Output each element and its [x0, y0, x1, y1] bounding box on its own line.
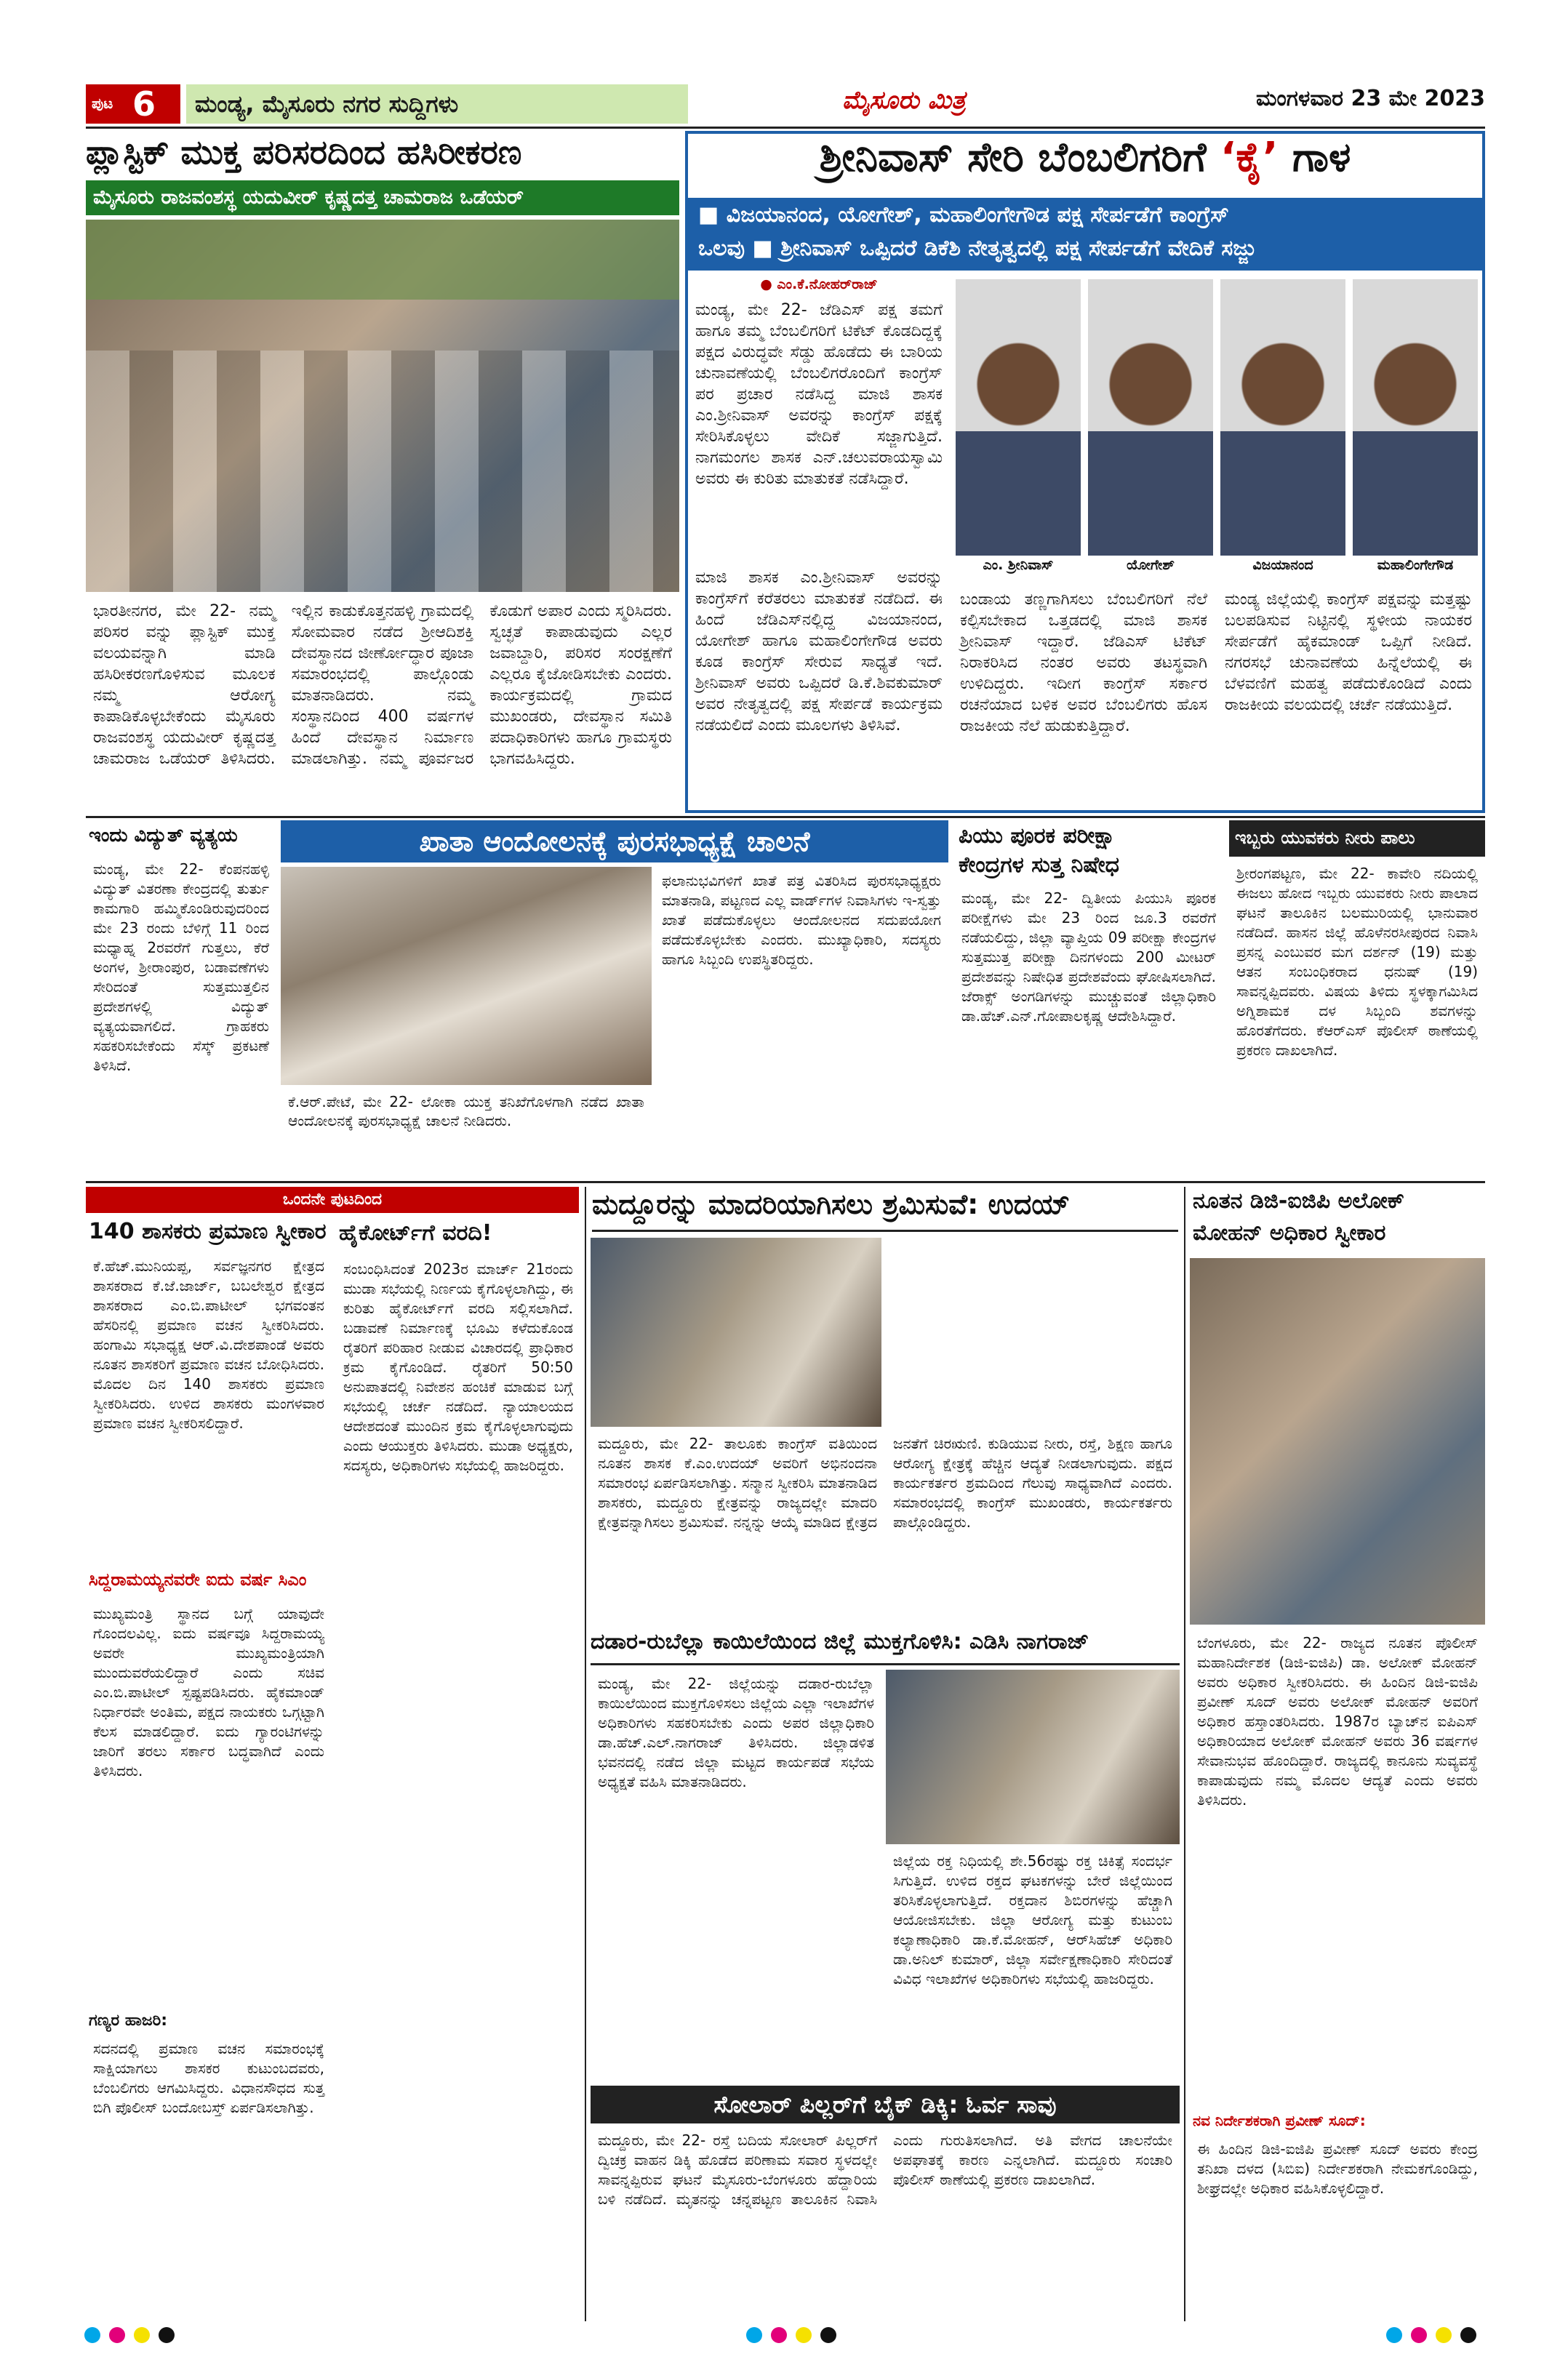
photo-roof — [86, 220, 679, 300]
cyan-mark — [84, 2327, 100, 2343]
portrait-caption-4: ಮಹಾಲಿಂಗೇಗೌಡ — [1377, 557, 1454, 573]
masthead-logo: ಮೈಸೂರು ಮಿತ್ರ — [842, 86, 966, 115]
dadara-body: ಮಂಡ್ಯ, ಮೇ 22- ಜಿಲ್ಲೆಯನ್ನು ದಡಾರ-ರುಬೆಲ್ಲಾ ಕಾಯಿಲೆಯಿಂದ ಮುಕ್ತಗೊಳಿಸಲು ಜಿಲ್ಲೆಯ ಎಲ್ಲಾ ಇಲಾಖೆಗಳ ಅಧಿಕಾರಿಗಳು ಸಹಕರಿಸಬೇಕು ಎಂದು ಅಪರ ಜಿಲ್ಲಾಧಿಕಾರಿ ಡಾ.ಹೆಚ್.ಎಲ್.ನಾಗರಾಜ್ ತಿಳಿಸಿದರು. ಜಿಲ್ಲಾಡಳಿತ ಭವನದಲ್ಲಿ ನಡೆದ ಜಿಲ್ಲಾ ಮಟ್ಟದ ಕಾರ್ಯಪಡೆ ಸಭೆಯ ಅಧ್ಯಕ್ಷತೆ ವಹಿಸಿ ಮಾತನಾಡಿದರು. — [598, 1675, 874, 1790]
electricity-headline: ಇಂದು ವಿದ್ಯುತ್ ವ್ಯತ್ಯಯ — [89, 825, 238, 846]
khata-photo — [281, 867, 652, 1085]
portrait-mahalingegowda — [1353, 279, 1478, 556]
oath-body: ಕೆ.ಹೆಚ್.ಮುನಿಯಪ್ಪ, ಸರ್ವಜ್ಞನಗರ ಕ್ಷೇತ್ರದ ಶಾಸಕರಾದ ಕೆ.ಜೆ.ಜಾರ್ಜ್, ಬಬಲೇಶ್ವರ ಕ್ಷೇತ್ರದ ಶಾಸಕರಾದ ಎಂ.ಬಿ.ಪಾಟೀಲ್ ಭಗವಂತನ ಹೆಸರಿನಲ್ಲಿ ಪ್ರಮಾಣ ವಚನ ಸ್ವೀಕರಿಸಿದರು. ಹಂಗಾಮಿ ಸಭಾಧ್ಯಕ್ಷ ಆರ್.ವಿ.ದೇಶಪಾಂಡೆ ಅವರು ನೂತನ ಶಾಸಕರಿಗೆ ಪ್ರಮಾಣ ವಚನ ಬೋಧಿಸಿದರು. ಮೊದಲ ದಿನ 140 ಶಾಸಕರು ಪ್ರಮಾಣ ಸ್ವೀಕರಿಸಿದರು. ಉಳಿದ ಶಾಸಕರು ಮಂಗಳವಾರ ಪ್ರಮಾಣ ವಚನ ಸ್ವೀಕರಿಸಲಿದ್ದಾರೆ. — [93, 1257, 324, 1432]
dadara-body-right: ಜಿಲ್ಲೆಯ ರಕ್ತ ನಿಧಿಯಲ್ಲಿ ಶೇ.56ರಷ್ಟು ರಕ್ತ ಚಿಕಿತ್ಸೆ ಸಂದರ್ಭ ಸಿಗುತ್ತಿದೆ. ಉಳಿದ ರಕ್ತದ ಘಟಕಗಳನ್ನು ಬೇರೆ ಜಿಲ್ಲೆಯಿಂದ ತರಿಸಿಕೊಳ್ಳಲಾಗುತ್ತಿದೆ. ರಕ್ತದಾನ ಶಿಬಿರಗಳನ್ನು ಹೆಚ್ಚಾಗಿ ಆಯೋಜಿಸಬೇಕು. ಜಿಲ್ಲಾ ಆರೋಗ್ಯ ಮತ್ತು ಕುಟುಂಬ ಕಲ್ಯಾಣಾಧಿಕಾರಿ ಡಾ.ಕೆ.ಮೋಹನ್, ಆರ್‌ಸಿಹೆಚ್ ಅಧಿಕಾರಿ ಡಾ.ಅನಿಲ್ ಕುಮಾರ್, ಜಿಲ್ಲಾ ಸರ್ವೇಕ್ಷಣಾಧಿಕಾರಿ ಸೇರಿದಂತೆ ವಿವಿಧ ಇಲಾಖೆಗಳ ಅಧಿಕಾರಿಗಳು ಸಭೆಯಲ್ಲಿ ಹಾಜರಿದ್ದರು. — [893, 1852, 1172, 1987]
registration-marks-right — [1382, 2327, 1527, 2349]
solar-body: ಮದ್ದೂರು, ಮೇ 22- ರಸ್ತೆ ಬದಿಯ ಸೋಲಾರ್ ಪಿಲ್ಲರ್‌ಗೆ ದ್ವಿಚಕ್ರ ವಾಹನ ಡಿಕ್ಕಿ ಹೊಡೆದ ಪರಿಣಾಮ ಸವಾರ ಸ್ಥಳದಲ್ಲೇ ಸಾವನ್ನಪ್ಪಿರುವ ಘಟನೆ ಮೈಸೂರು-ಬೆಂಗಳೂರು ಹೆದ್ದಾರಿಯ ಬಳಿ ನಡೆದಿದೆ. ಮೃತನನ್ನು ಚನ್ನಪಟ್ಟಣ ತಾಲೂಕಿನ ನಿವಾಸಿ ಎಂದು ಗುರುತಿಸಲಾಗಿದೆ. ಅತಿ ವೇಗದ ಚಾಲನೆಯೇ ಅಪಘಾತಕ್ಕೆ ಕಾರಣ ಎನ್ನಲಾಗಿದೆ. ಮದ್ದೂರು ಸಂಚಾರಿ ಪೊಲೀಸ್ ಠಾಣೆಯಲ್ಲಿ ಪ್ರಕರಣ ದಾಖಲಾಗಿದೆ. — [598, 2131, 1172, 2208]
electricity-body: ಮಂಡ್ಯ, ಮೇ 22- ಕೆಂಪನಹಳ್ಳಿ ವಿದ್ಯುತ್ ವಿತರಣಾ ಕೇಂದ್ರದಲ್ಲಿ ತುರ್ತು ಕಾಮಗಾರಿ ಹಮ್ಮಿಕೊಂಡಿರುವುದರಿಂದ ಮೇ 23 ರಂದು ಬೆಳಿಗ್ಗೆ 11 ರಿಂದ ಮಧ್ಯಾಹ್ನ 2ರವರೆಗೆ ಗುತ್ತಲು, ಕೆರೆ ಅಂಗಳ, ಶ್ರೀರಾಂಪುರ, ಬಡಾವಣೆಗಳು ಸೇರಿದಂತೆ ಸುತ್ತಮುತ್ತಲಿನ ಪ್ರದೇಶಗಳಲ್ಲಿ ವಿದ್ಯುತ್ ವ್ಯತ್ಯಯವಾಗಲಿದೆ. ಗ್ರಾಹಕರು ಸಹಕರಿಸಬೇಕೆಂದು ಸೆಸ್ಕ್ ಪ್ರಕಟಣೆ ತಿಳಿಸಿದೆ. — [93, 860, 269, 1074]
dgp-headline-1: ನೂತನ ಡಿಜಿ-ಐಜಿಪಿ ಅಲೋಕ್ — [1193, 1188, 1405, 1214]
drown-body: ಶ್ರೀರಂಗಪಟ್ಟಣ, ಮೇ 22- ಕಾವೇರಿ ನದಿಯಲ್ಲಿ ಈಜಲು ಹೋದ ಇಬ್ಬರು ಯುವಕರು ನೀರು ಪಾಲಾದ ಘಟನೆ ತಾಲೂಕಿನ ಬಲಮುರಿಯಲ್ಲಿ ಭಾನುವಾರ ನಡೆದಿದೆ. ಹಾಸನ ಜಿಲ್ಲೆ ಹೊಳೆನರಸೀಪುರದ ನಿವಾಸಿ ಪ್ರಸನ್ನ ಎಂಬುವರ ಮಗ ದರ್ಶನ್ (19) ಮತ್ತು ಆತನ ಸಂಬಂಧಿಕರಾದ ಧನುಷ್ (19) ಸಾವನ್ನಪ್ಪಿದವರು. ವಿಷಯ ತಿಳಿದು ಸ್ಥಳಕ್ಕಾಗಮಿಸಿದ ಅಗ್ನಿಶಾಮಕ ದಳ ಸಿಬ್ಬಂದಿ ಶವಗಳನ್ನು ಹೊರತೆಗೆದರು. ಕೆಆರ್‌ಎಸ್ ಪೊಲೀಸ್ ಠಾಣೆಯಲ್ಲಿ ಪ್ರಕರಣ ದಾಖಲಾಗಿದೆ. — [1236, 865, 1478, 1059]
registration-marks-left — [80, 2327, 225, 2349]
maddur-body: ಮದ್ದೂರು, ಮೇ 22- ತಾಲೂಕು ಕಾಂಗ್ರೆಸ್ ವತಿಯಿಂದ ನೂತನ ಶಾಸಕ ಕೆ.ಎಂ.ಉದಯ್ ಅವರಿಗೆ ಅಭಿನಂದನಾ ಸಮಾರಂಭ ಏರ್ಪಡಿಸಲಾಗಿತ್ತು. ಸನ್ಮಾನ ಸ್ವೀಕರಿಸಿ ಮಾತನಾಡಿದ ಶಾಸಕರು, ಮದ್ದೂರು ಕ್ಷೇತ್ರವನ್ನು ರಾಜ್ಯದಲ್ಲೇ ಮಾದರಿ ಕ್ಷೇತ್ರವನ್ನಾಗಿಸಲು ಶ್ರಮಿಸುವೆ. ನನ್ನನ್ನು ಆಯ್ಕೆ ಮಾಡಿದ ಕ್ಷೇತ್ರದ ಜನತೆಗೆ ಚಿರಋಣಿ. ಕುಡಿಯುವ ನೀರು, ರಸ್ತೆ, ಶಿಕ್ಷಣ ಹಾಗೂ ಆರೋಗ್ಯ ಕ್ಷೇತ್ರಕ್ಕೆ ಹೆಚ್ಚಿನ ಆದ್ಯತೆ ನೀಡಲಾಗುವುದು. ಪಕ್ಷದ ಕಾರ್ಯಕರ್ತರ ಶ್ರಮದಿಂದ ಗೆಲುವು ಸಾಧ್ಯವಾಗಿದೆ ಎಂದರು. ಸಮಾರಂಭದಲ್ಲಿ ಕಾಂಗ್ರೆಸ್ ಮುಖಂಡರು, ಕಾರ್ಯಕರ್ತರು ಪಾಲ್ಗೊಂಡಿದ್ದರು. — [598, 1435, 1172, 1531]
portrait-vijayanand — [1220, 279, 1345, 556]
story-dadara — [591, 1629, 1180, 2080]
dgp-body: ಬೆಂಗಳೂರು, ಮೇ 22- ರಾಜ್ಯದ ನೂತನ ಪೊಲೀಸ್ ಮಹಾನಿರ್ದೇಶಕ (ಡಿಜಿ-ಐಜಿಪಿ) ಡಾ. ಅಲೋಕ್ ಮೋಹನ್ ಅವರು ಅಧಿಕಾರ ಸ್ವೀಕರಿಸಿದರು. ಈ ಹಿಂದಿನ ಡಿಜಿ-ಐಜಿಪಿ ಪ್ರವೀಣ್ ಸೂದ್ ಅವರು ಅಲೋಕ್ ಮೋಹನ್ ಅವರಿಗೆ ಅಧಿಕಾರ ಹಸ್ತಾಂತರಿಸಿದರು. 1987ರ ಬ್ಯಾಚ್‌ನ ಐಪಿಎಸ್ ಅಧಿಕಾರಿಯಾದ ಅಲೋಕ್ ಮೋಹನ್ ಅವರು 36 ವರ್ಷಗಳ ಸೇವಾನುಭವ ಹೊಂದಿದ್ದಾರೆ. ರಾಜ್ಯದಲ್ಲಿ ಕಾನೂನು ಸುವ್ಯವಸ್ಥೆ ಕಾಪಾಡುವುದು ನಮ್ಮ ಮೊದಲ ಆದ್ಯತೆ ಎಂದು ಅವರು ತಿಳಿಸಿದರು. — [1197, 1634, 1478, 1809]
black-mark — [159, 2327, 175, 2343]
plastic-subhead-box: ಮೈಸೂರು ರಾಜವಂಶಸ್ಥ ಯದುವೀರ್ ಕೃಷ್ಣದತ್ತ ಚಾಮರಾಜ ಒಡೆಯರ್ — [86, 180, 679, 215]
page-label: ಪುಟ — [92, 95, 113, 112]
story-srinivas — [685, 131, 1485, 813]
plastic-headline: ಪ್ಲಾಸ್ಟಿಕ್ ಮುಕ್ತ ಪರಿಸರದಿಂದ ಹಸಿರೀಕರಣ — [86, 132, 522, 172]
oath-subhead-2: ಗಣ್ಯರ ಹಾಜರಿ: — [89, 2011, 168, 2030]
black-mark — [1460, 2327, 1476, 2343]
khata-caption: ಕೆ.ಆರ್.ಪೇಟೆ, ಮೇ 22- ಲೋಕಾ ಯುಕ್ತ ತನಿಖೆಗೊಳಗಾಗಿ ನಡೆದ ಖಾತಾ ಆಂದೋಲನಕ್ಕೆ ಪುರಸಭಾಧ್ಯಕ್ಷೆ ಚಾಲನೆ ನೀಡಿದರು. — [288, 1093, 644, 1129]
solar-headline-box: ಸೋಲಾರ್ ಪಿಲ್ಲರ್‌ಗೆ ಬೈಕ್ ಡಿಕ್ಕಿ: ಓರ್ವ ಸಾವು — [591, 2086, 1180, 2123]
story-dgp — [1190, 1187, 1485, 2321]
story-highcourt — [336, 1187, 580, 2321]
magenta-mark — [1411, 2327, 1427, 2343]
story-maddur — [591, 1187, 1180, 1623]
story-oath — [86, 1216, 332, 2321]
story-plastic — [86, 131, 679, 813]
maddur-photo — [591, 1238, 881, 1427]
portrait-caption-2: ಯೋಗೇಶ್ — [1127, 557, 1175, 573]
portrait-caption-3: ವಿಜಯಾನಂದ — [1252, 557, 1313, 573]
highcourt-headline: ಹೈಕೋರ್ಟ್‌ಗೆ ವರದಿ! — [339, 1220, 492, 1246]
vert-rule-1 — [585, 1187, 586, 2321]
page-number: 6 — [132, 84, 156, 124]
vert-rule-2 — [1184, 1187, 1185, 2321]
puc-headline-2: ಕೇಂದ್ರಗಳ ಸುತ್ತ ನಿಷೇಧ — [959, 852, 1119, 878]
story-solar — [591, 2086, 1180, 2321]
srinivas-col2: ಮಾಜಿ ಶಾಸಕ ಎಂ.ಶ್ರೀನಿವಾಸ್ ಅವರನ್ನು ಕಾಂಗ್ರೆಸ್‌ಗೆ ಕರೆತರಲು ಮಾತುಕತೆ ನಡೆದಿದೆ. ಈ ಹಿಂದೆ ಜೆಡಿಎಸ್‌ನಲ್ಲಿದ್ದ ವಿಜಯಾನಂದ, ಯೋಗೇಶ್ ಹಾಗೂ ಮಹಾಲಿಂಗೇಗೌಡ ಅವರು ಕೂಡ ಕಾಂಗ್ರೆಸ್ ಸೇರುವ ಸಾಧ್ಯತೆ ಇದೆ. ಶ್ರೀನಿವಾಸ್ ಅವರು ಒಪ್ಪಿದರೆ ಡಿ.ಕೆ.ಶಿವಕುಮಾರ್ ಅವರ ನೇತೃತ್ವದಲ್ಲಿ ಪಕ್ಷ ಸೇರ್ಪಡೆ ಕಾರ್ಯಕ್ರಮ ನಡೆಯಲಿದೆ ಎಂದು ಮೂಲಗಳು ತಿಳಿಸಿವೆ. — [695, 569, 943, 734]
portrait-yogesh — [1088, 279, 1213, 556]
story-electricity — [86, 820, 276, 1178]
header-rule — [86, 127, 1485, 129]
magenta-mark — [109, 2327, 125, 2343]
cyan-mark — [1386, 2327, 1402, 2343]
khata-body: ಫಲಾನುಭವಿಗಳಿಗೆ ಖಾತೆ ಪತ್ರ ವಿತರಿಸಿದ ಪುರಸಭಾಧ್ಯಕ್ಷರು ಮಾತನಾಡಿ, ಪಟ್ಟಣದ ಎಲ್ಲ ವಾರ್ಡ್‌ಗಳ ನಿವಾಸಿಗಳು ಇ-ಸ್ವತ್ತು ಖಾತೆ ಪಡೆದುಕೊಳ್ಳಲು ಆಂದೋಲನದ ಸದುಪಯೋಗ ಪಡೆದುಕೊಳ್ಳಬೇಕು ಎಂದರು. ಮುಖ್ಯಾಧಿಕಾರಿ, ಸದಸ್ಯರು ಹಾಗೂ ಸಿಬ್ಬಂದಿ ಉಪಸ್ಥಿತರಿದ್ದರು. — [662, 872, 941, 968]
mid-rule-1 — [86, 816, 1485, 818]
page-header — [86, 81, 1485, 125]
khata-headline-box: ಖಾತಾ ಆಂದೋಲನಕ್ಕೆ ಪುರಸಭಾಧ್ಯಕ್ಷೆ ಚಾಲನೆ — [281, 820, 948, 862]
dadara-headline: ದಡಾರ-ರುಬೆಲ್ಲಾ ಕಾಯಿಲೆಯಿಂದ ಜಿಲ್ಲೆ ಮುಕ್ತಗೊಳಿಸಿ: ಎಡಿಸಿ ನಾಗರಾಜ್ — [591, 1629, 1180, 1665]
oath-subhead: ಸಿದ್ದರಾಮಯ್ಯನವರೇ ಐದು ವರ್ಷ ಸಿಎಂ — [89, 1569, 307, 1590]
yellow-mark — [796, 2327, 812, 2343]
highcourt-body: ಸಂಬಂಧಿಸಿದಂತೆ 2023ರ ಮಾರ್ಚ್ 21ರಂದು ಮುಡಾ ಸಭೆಯಲ್ಲಿ ನಿರ್ಣಯ ಕೈಗೊಳ್ಳಲಾಗಿದ್ದು, ಈ ಕುರಿತು ಹೈಕೋರ್ಟ್‌ಗೆ ವರದಿ ಸಲ್ಲಿಸಲಾಗಿದೆ. ಬಡಾವಣೆ ನಿರ್ಮಾಣಕ್ಕೆ ಭೂಮಿ ಕಳೆದುಕೊಂಡ ರೈತರಿಗೆ ಪರಿಹಾರ ನೀಡುವ ವಿಚಾರದಲ್ಲಿ ಪ್ರಾಧಿಕಾರ ಕ್ರಮ ಕೈಗೊಂಡಿದೆ. ರೈತರಿಗೆ 50:50 ಅನುಪಾತದಲ್ಲಿ ನಿವೇಶನ ಹಂಚಿಕೆ ಮಾಡುವ ಬಗ್ಗೆ ಸಭೆಯಲ್ಲಿ ಚರ್ಚೆ ನಡೆದಿದೆ. ನ್ಯಾಯಾಲಯದ ಆದೇಶದಂತೆ ಮುಂದಿನ ಕ್ರಮ ಕೈಗೊಳ್ಳಲಾಗುವುದು ಎಂದು ಆಯುಕ್ತರು ತಿಳಿಸಿದರು. ಮುಡಾ ಅಧ್ಯಕ್ಷರು, ಸದಸ್ಯರು, ಅಧಿಕಾರಿಗಳು ಸಭೆಯಲ್ಲಿ ಹಾಜರಿದ್ದರು. — [343, 1260, 573, 1474]
drown-headline-box: ಇಬ್ಬರು ಯುವಕರು ನೀರು ಪಾಲು — [1229, 820, 1485, 857]
portrait-srinivas — [956, 279, 1081, 556]
srinivas-byline: ● ಎಂ.ಕೆ.ನೋಹರ್‌ರಾಜ್ — [760, 276, 878, 292]
srinivas-col1: ಮಂಡ್ಯ, ಮೇ 22- ಜೆಡಿಎಸ್ ಪಕ್ಷ ತಮಗೆ ಹಾಗೂ ತಮ್ಮ ಬೆಂಬಲಿಗರಿಗೆ ಟಿಕೆಟ್ ಕೊಡದಿದ್ದಕ್ಕೆ ಪಕ್ಷದ ವಿರುದ್ಧವೇ ಸೆಡ್ಡು ಹೊಡೆದು ಈ ಬಾರಿಯ ಚುನಾವಣೆಯಲ್ಲಿ ಬೆಂಬಲಿಗರೊಂದಿಗೆ ಕಾಂಗ್ರೆಸ್ ಪರ ಪ್ರಚಾರ ನಡೆಸಿದ್ದ ಮಾಜಿ ಶಾಸಕ ಎಂ.ಶ್ರೀನಿವಾಸ್ ಅವರನ್ನು ಕಾಂಗ್ರೆಸ್ ಪಕ್ಷಕ್ಕೆ ಸೇರಿಸಿಕೊಳ್ಳಲು ವೇದಿಕೆ ಸಜ್ಜಾಗುತ್ತಿದೆ. ನಾಗಮಂಗಲ ಶಾಸಕ ಎನ್.ಚಲುವರಾಯಸ್ವಾಮಿ ಅವರು ಈ ಕುರಿತು ಮಾತುಕತೆ ನಡೆಸಿದ್ದಾರೆ. — [695, 301, 943, 488]
dgp-body-2: ಈ ಹಿಂದಿನ ಡಿಜಿ-ಐಜಿಪಿ ಪ್ರವೀಣ್ ಸೂದ್ ಅವರು ಕೇಂದ್ರ ತನಿಖಾ ದಳದ (ಸಿಬಿಐ) ನಿರ್ದೇಶಕರಾಗಿ ನೇಮಕಗೊಂಡಿದ್ದು, ಶೀಘ್ರದಲ್ಲೇ ಅಧಿಕಾರ ವಹಿಸಿಕೊಳ್ಳಲಿದ್ದಾರೆ. — [1197, 2140, 1478, 2197]
story-puc — [954, 820, 1223, 1178]
srinivas-bullets: ■ ವಿಜಯಾನಂದ, ಯೋಗೇಶ್, ಮಹಾಲಿಂಗೇಗೌಡ ಪಕ್ಷ ಸೇರ್ಪಡೆಗೆ ಕಾಂಗ್ರೆಸ್ ಒಲವು ■ ಶ್ರೀನಿವಾಸ್ ಒಪ್ಪಿದರೆ ಡಿಕೆಶಿ ನೇತೃತ್ವದಲ್ಲಿ ಪಕ್ಷ ಸೇರ್ಪಡೆಗೆ ವೇದಿಕೆ ಸಜ್ಜು — [688, 198, 1482, 271]
srinivas-col3: ಬಂಡಾಯ ತಣ್ಣಗಾಗಿಸಲು ಬೆಂಬಲಿಗರಿಗೆ ನೆಲೆ ಕಲ್ಪಿಸಬೇಕಾದ ಒತ್ತಡದಲ್ಲಿ ಮಾಜಿ ಶಾಸಕ ಶ್ರೀನಿವಾಸ್ ಇದ್ದಾರೆ. ಜೆಡಿಎಸ್ ಟಿಕೆಟ್ ನಿರಾಕರಿಸಿದ ನಂತರ ಅವರು ತಟಸ್ಥವಾಗಿ ಉಳಿದಿದ್ದರು. ಇದೀಗ ಕಾಂಗ್ರೆಸ್ ಸರ್ಕಾರ ರಚನೆಯಾದ ಬಳಿಕ ಅವರ ಬೆಂಬಲಿಗರು ಹೊಸ ರಾಜಕೀಯ ನೆಲೆ ಹುಡುಕುತ್ತಿದ್ದಾರೆ. — [960, 590, 1207, 735]
story-drown — [1229, 820, 1485, 1178]
oath-body-3: ಸದನದಲ್ಲಿ ಪ್ರಮಾಣ ವಚನ ಸಮಾರಂಭಕ್ಕೆ ಸಾಕ್ಷಿಯಾಗಲು ಶಾಸಕರ ಕುಟುಂಬದವರು, ಬೆಂಬಲಿಗರು ಆಗಮಿಸಿದ್ದರು. ವಿಧಾನಸೌಧದ ಸುತ್ತ ಬಿಗಿ ಪೊಲೀಸ್ ಬಂದೋಬಸ್ತ್ ಏರ್ಪಡಿಸಲಾಗಿತ್ತು. — [93, 2040, 324, 2116]
section-title: ಮಂಡ್ಯ, ಮೈಸೂರು ನಗರ ಸುದ್ದಿಗಳು — [186, 84, 688, 124]
registration-marks-center — [742, 2327, 887, 2349]
plastic-body: ಭಾರತೀನಗರ, ಮೇ 22- ನಮ್ಮ ಪರಿಸರ ವನ್ನು ಪ್ಲಾಸ್ಟಿಕ್ ಮುಕ್ತ ವಲಯವನ್ನಾಗಿ ಮಾಡಿ ಹಸಿರೀಕರಣಗೊಳಿಸುವ ಮೂಲಕ ನಮ್ಮ ಆರೋಗ್ಯ ಕಾಪಾಡಿಕೊಳ್ಳಬೇಕೆಂದು ಮೈಸೂರು ರಾಜವಂಶಸ್ಥ ಯದುವೀರ್ ಕೃಷ್ಣದತ್ತ ಚಾಮರಾಜ ಒಡೆಯರ್ ತಿಳಿಸಿದರು. ಇಲ್ಲಿನ ಕಾಡುಕೊತ್ತನಹಳ್ಳಿ ಗ್ರಾಮದಲ್ಲಿ ಸೋಮವಾರ ನಡೆದ ಶ್ರೀಆದಿಶಕ್ತಿ ದೇವಸ್ಥಾನದ ಜೀರ್ಣೋದ್ಧಾರ ಪೂಜಾ ಸಮಾರಂಭದಲ್ಲಿ ಪಾಲ್ಗೊಂಡು ಮಾತನಾಡಿದರು. ನಮ್ಮ ಸಂಸ್ಥಾನದಿಂದ 400 ವರ್ಷಗಳ ಹಿಂದೆ ದೇವಸ್ಥಾನ ನಿರ್ಮಾಣ ಮಾಡಲಾಗಿತ್ತು. ನಮ್ಮ ಪೂರ್ವಜರ ಕೊಡುಗೆ ಅಪಾರ ಎಂದು ಸ್ಮರಿಸಿದರು. ಸ್ವಚ್ಛತೆ ಕಾಪಾಡುವುದು ಎಲ್ಲರ ಜವಾಬ್ದಾರಿ, ಪರಿಸರ ಸಂರಕ್ಷಣೆಗೆ ಎಲ್ಲರೂ ಕೈಜೋಡಿಸಬೇಕು ಎಂದರು. ಕಾರ್ಯಕ್ರಮದಲ್ಲಿ ಗ್ರಾಮದ ಮುಖಂಡರು, ದೇವಸ್ಥಾನ ಸಮಿತಿ ಪದಾಧಿಕಾರಿಗಳು ಹಾಗೂ ಗ್ರಾಮಸ್ಥರು ಭಾಗವಹಿಸಿದ್ದರು. — [93, 602, 672, 768]
oath-body-2: ಮುಖ್ಯಮಂತ್ರಿ ಸ್ಥಾನದ ಬಗ್ಗೆ ಯಾವುದೇ ಗೊಂದಲವಿಲ್ಲ. ಐದು ವರ್ಷವೂ ಸಿದ್ದರಾಮಯ್ಯ ಅವರೇ ಮುಖ್ಯಮಂತ್ರಿಯಾಗಿ ಮುಂದುವರೆಯಲಿದ್ದಾರೆ ಎಂದು ಸಚಿವ ಎಂ.ಬಿ.ಪಾಟೀಲ್ ಸ್ಪಷ್ಟಪಡಿಸಿದರು. ಹೈಕಮಾಂಡ್ ನಿರ್ಧಾರವೇ ಅಂತಿಮ, ಪಕ್ಷದ ನಾಯಕರು ಒಗ್ಗಟ್ಟಾಗಿ ಕೆಲಸ ಮಾಡಲಿದ್ದಾರೆ. ಐದು ಗ್ಯಾರಂಟಿಗಳನ್ನು ಜಾರಿಗೆ ತರಲು ಸರ್ಕಾರ ಬದ್ಧವಾಗಿದೆ ಎಂದು ತಿಳಿಸಿದರು. — [93, 1605, 324, 1779]
black-mark — [820, 2327, 836, 2343]
dadara-photo — [886, 1670, 1180, 1844]
mid-rule-2 — [86, 1181, 1485, 1183]
maddur-body-side — [886, 1238, 1180, 1427]
srinivas-col4: ಮಂಡ್ಯ ಜಿಲ್ಲೆಯಲ್ಲಿ ಕಾಂಗ್ರೆಸ್ ಪಕ್ಷವನ್ನು ಮತ್ತಷ್ಟು ಬಲಪಡಿಸುವ ನಿಟ್ಟಿನಲ್ಲಿ ಸ್ಥಳೀಯ ನಾಯಕರ ಸೇರ್ಪಡೆಗೆ ಹೈಕಮಾಂಡ್ ಒಪ್ಪಿಗೆ ನೀಡಿದೆ. ನಗರಸಭೆ ಚುನಾವಣೆಯ ಹಿನ್ನೆಲೆಯಲ್ಲಿ ಈ ಬೆಳವಣಿಗೆ ಮಹತ್ವ ಪಡೆದುಕೊಂಡಿದೆ ಎಂದು ರಾಜಕೀಯ ವಲಯದಲ್ಲಿ ಚರ್ಚೆ ನಡೆಯುತ್ತಿದೆ. — [1225, 590, 1472, 714]
issue-date: ಮಂಗಳವಾರ 23 ಮೇ 2023 — [1255, 86, 1485, 111]
dgp-headline-2: ಮೋಹನ್ ಅಧಿಕಾರ ಸ್ವೀಕಾರ — [1193, 1220, 1386, 1246]
maddur-headline: ಮದ್ದೂರನ್ನು ಮಾದರಿಯಾಗಿಸಲು ಶ್ರಮಿಸುವೆ: ಉದಯ್ — [592, 1188, 1178, 1232]
portrait-strip — [956, 279, 1479, 577]
dgp-subhead: ನವ ನಿರ್ದೇಶಕರಾಗಿ ಪ್ರವೀಣ್ ಸೂದ್: — [1193, 2112, 1366, 2129]
puc-headline-1: ಪಿಯು ಪೂರಕ ಪರೀಕ್ಷಾ — [959, 823, 1116, 849]
srinivas-headline: ಶ್ರೀನಿವಾಸ್ ಸೇರಿ ಬೆಂಬಲಿಗರಿಗೆ ‘ಕೈ’ ಗಾಳ — [819, 134, 1351, 181]
plastic-photo — [86, 220, 679, 592]
yellow-mark — [1436, 2327, 1452, 2343]
story-khata — [281, 820, 948, 1178]
cyan-mark — [746, 2327, 762, 2343]
portrait-caption-1: ಎಂ. ಶ್ರೀನಿವಾಸ್ — [983, 557, 1054, 573]
yellow-mark — [134, 2327, 150, 2343]
continued-banner: ಒಂದನೇ ಪುಟದಿಂದ — [86, 1187, 579, 1213]
oath-headline: 140 ಶಾಸಕರು ಪ್ರಮಾಣ ಸ್ವೀಕಾರ — [89, 1219, 327, 1244]
dgp-photo — [1190, 1258, 1485, 1625]
photo-figures — [86, 351, 679, 592]
magenta-mark — [771, 2327, 787, 2343]
page-number-box — [86, 84, 180, 124]
puc-body: ಮಂಡ್ಯ, ಮೇ 22- ದ್ವಿತೀಯ ಪಿಯುಸಿ ಪೂರಕ ಪರೀಕ್ಷೆಗಳು ಮೇ 23 ರಿಂದ ಜೂ.3 ರವರೆಗೆ ನಡೆಯಲಿದ್ದು, ಜಿಲ್ಲಾ ವ್ಯಾಪ್ತಿಯ 09 ಪರೀಕ್ಷಾ ಕೇಂದ್ರಗಳ ಸುತ್ತಮುತ್ತ ಪರೀಕ್ಷಾ ದಿನಗಳಂದು 200 ಮೀಟರ್ ಪ್ರದೇಶವನ್ನು ನಿಷೇಧಿತ ಪ್ರದೇಶವೆಂದು ಘೋಷಿಸಲಾಗಿದೆ. ಜೆರಾಕ್ಸ್ ಅಂಗಡಿಗಳನ್ನು ಮುಚ್ಚುವಂತೆ ಜಿಲ್ಲಾಧಿಕಾರಿ ಡಾ.ಹೆಚ್.ಎನ್.ಗೋಪಾಲಕೃಷ್ಣ ಆದೇಶಿಸಿದ್ದಾರೆ. — [961, 889, 1216, 1025]
